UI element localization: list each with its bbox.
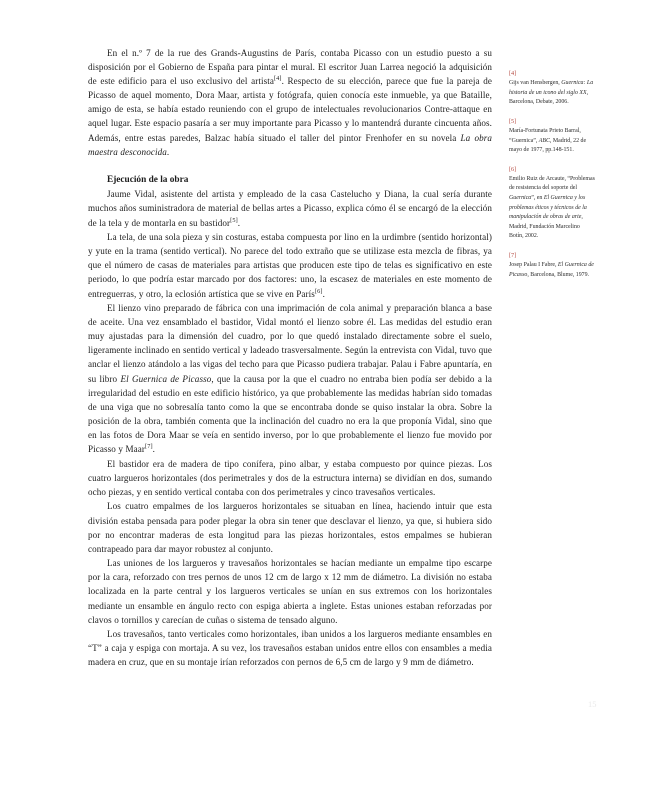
- note-reference-4[interactable]: [4]: [273, 75, 282, 83]
- paragraph-3-end: .: [322, 288, 325, 299]
- paragraph-3: [88, 230, 492, 300]
- margin-note-7-tail: , Barcelona, Blume, 1979.: [527, 271, 590, 278]
- note-reference-6[interactable]: [6]: [314, 287, 323, 295]
- margin-notes-column: [509, 69, 595, 289]
- margin-note-4-tail: , Barcelona, Debate, 2006.: [509, 89, 589, 106]
- paragraph-8: Los travesaños, tanto verticales como horizontales, iban unidos a los largueros mediante ensambles en “T” a caja y espiga con mortaja. A su vez, los travesaños estaban unidos entre ellos con ensambles a media madera en cruz, que en su montaje irían reforzados con pernos de 6,5 cm de largo y 9 mm de diámetro.: [88, 629, 492, 668]
- note-reference-7[interactable]: [7]: [145, 443, 153, 450]
- paragraph-1-end: .: [166, 146, 170, 157]
- note-reference-5[interactable]: [5]: [230, 216, 238, 224]
- paragraph-4-text: El lienzo vino preparado de fábrica con una imprimación de cola animal y preparación blanca a base de aceite. Una vez ensamblado el bastidor, Vidal montó el lienzo sobre él. Las medidas del estudio eran muy ajustadas para la dimensión del cuadro, por lo que quedó instalado directamente sobre el suelo, ligeramente inclinado en sentido vertical y ladeado trasversalmente. Según la entrevista con Vidal, tuvo que anclar el lienzo atándolo a las vigas del techo para que Picasso pudiera trabajar. Palau i Fabre apuntaría, en su libro: [88, 303, 492, 384]
- margin-note-4: [509, 69, 595, 108]
- paragraph-6: Los cuatro empalmes de los largueros horizontales se situaban en línea, haciendo intuir que esta división estaba pensada para poder plegar la obra sin tener que desclavar el lienzo, ya que, si hubiera sido por no encontrar maderas de esta longitud para las piezas horizontales, estos empalmes se hubieran contrapeado para dar mayor robustez al conjunto.: [88, 501, 492, 554]
- paragraph-4-continuation: , que la causa por la que el cuadro no entraba bien podía ser debido a la irregularidad del estudio en este edificio histórico, ya que probablemente las medidas habrían sido tomadas de una viga que no sobresalía tanto como la que se encontraba donde se quiso instalar la obra. Sobre la posición de la obra, también comenta que la inclinación del cuadro no era la que proponía Vidal, sino que en las fotos de Dora Maar se veía en sentido inverso, por lo que probablemente el lienzo fue movido por Picasso y Maar: [88, 373, 492, 455]
- page-number: 15: [588, 700, 597, 709]
- paragraph-4-end: .: [152, 444, 156, 455]
- margin-note-6-title: Guernica: [509, 195, 532, 202]
- paragraph-1-continuation: . Respecto de su elección, parece que fue la pareja de Picasso de aquel momento, Dora Maar, artista y fotógrafa, quien conocía este inmueble, ya que Bataille, amigo de esta, se había estado reuniendo con el grupo de intelectuales revolucionarios Contre-attaque en aquel lugar. Este espacio pasaría a ser muy importante para Picasso y lo mantendrá durante cincuenta años. Además, entre estas paredes, Balzac había situado el taller del pintor Frenhofer en su novela: [88, 76, 493, 143]
- margin-note-5: [509, 117, 595, 156]
- margin-note-5-title: ABC: [538, 137, 550, 144]
- body-text-column: [88, 46, 492, 670]
- margin-note-6-text: [509, 175, 595, 242]
- margin-note-7-author: Josep Palau I Fabre,: [509, 262, 558, 269]
- paragraph-3-text: La tela, de una sola pieza y sin costuras, estaba compuesta por lino en la urdimbre (sentido horizontal) y yute en la trama (sentido vertical). No parece del todo extraño que se utilizase esta mezcla de fibras, ya que el número de casas de materiales para artistas que producen este tipo de telas es significativo en este periodo, lo que podría estar marcado por dos factores: uno, la escasez de materiales en este momento de entreguerras, y otro, la eclosión artística que se vive en París: [88, 232, 492, 299]
- paragraph-4-italic-title: El Guernica de Picasso: [120, 373, 212, 384]
- paragraph-1-text: En el n.º 7 de la rue des Grands-Augustins de París, contaba Picasso con un estudio puesto a su disposición por el Gobierno de España para pintar el mural. El escritor Juan Larrea negoció la adquisición de este edificio para el uso exclusivo del artista: [88, 48, 492, 87]
- margin-note-5-text: [509, 127, 595, 156]
- paragraph-2: [88, 187, 492, 229]
- margin-note-6-author: Emilio Ruiz de Arcaute, “Problemas de resistencia del soporte del: [509, 175, 595, 192]
- section-heading: Ejecución de la obra: [107, 174, 189, 185]
- margin-note-6-tail: , Madrid, Fundación Marcelino Botín, 2002.: [509, 214, 583, 240]
- margin-note-4-number: [4]: [509, 70, 517, 77]
- margin-note-6: [509, 165, 595, 242]
- paragraph-1-italic-title: La obra maestra desconocida: [88, 132, 492, 157]
- margin-note-5-number: [5]: [509, 117, 517, 125]
- paragraph-2-text: Jaume Vidal, asistente del artista y empleado de la casa Castelucho y Diana, la cual sería durante muchos años suministradora de material de bellas artes a Picasso, explica cómo él se encargó de la elección de la tela y de montarla en su bastidor: [88, 189, 492, 228]
- paragraph-2-end: .: [237, 217, 241, 228]
- margin-note-6-title2: El Guernica y los problemas éticos y técnicos de la manipulación de obras de arte: [509, 195, 587, 221]
- paragraph-1: [88, 46, 492, 159]
- margin-note-7: [509, 251, 595, 280]
- margin-note-5-tail: , Madrid, 22 de mayo de 1977, pp.148-151.: [509, 137, 587, 154]
- margin-note-7-number: [7]: [509, 252, 517, 259]
- margin-note-5-author: María-Fortunata Prieto Barral, “Guernica”,: [509, 127, 581, 144]
- paragraph-7: Las uniones de los largueros y travesaños horizontales se hacían mediante un empalme tipo escarpe por la cara, reforzado con tres pernos de unos 12 cm de largo x 12 mm de diámetro. La división no estaba localizada en la parte central y los largueros verticales se unían en sus extremos con los horizontales mediante un ensamble en ángulo recto con espiga abierta a inglete. Estas uniones estaban reforzadas por clavos o tornillos y carecían de cuñas o sistema de tensado alguno.: [88, 558, 492, 625]
- paragraph-4: [88, 301, 492, 456]
- paragraph-5: El bastidor era de madera de tipo conífera, pino albar, y estaba compuesto por quince piezas. Los cuatro largueros horizontales (dos perimetrales y dos de la estructura interna) se dividían en dos, sumando ocho piezas, y en sentido vertical contaba con dos perimetrales y cinco travesaños verticales.: [88, 458, 492, 497]
- margin-note-4-title: Guernica: La historia de un icono del siglo XX: [509, 80, 594, 96]
- margin-note-7-text: [509, 261, 595, 280]
- margin-note-4-text: [509, 79, 595, 108]
- margin-note-6-mid: ”, en: [531, 195, 544, 202]
- margin-note-4-author: Gijs van Hensbergen,: [509, 80, 562, 87]
- margin-note-7-title: El Guernica de Picasso: [509, 262, 594, 278]
- margin-note-6-number: [6]: [509, 165, 517, 173]
